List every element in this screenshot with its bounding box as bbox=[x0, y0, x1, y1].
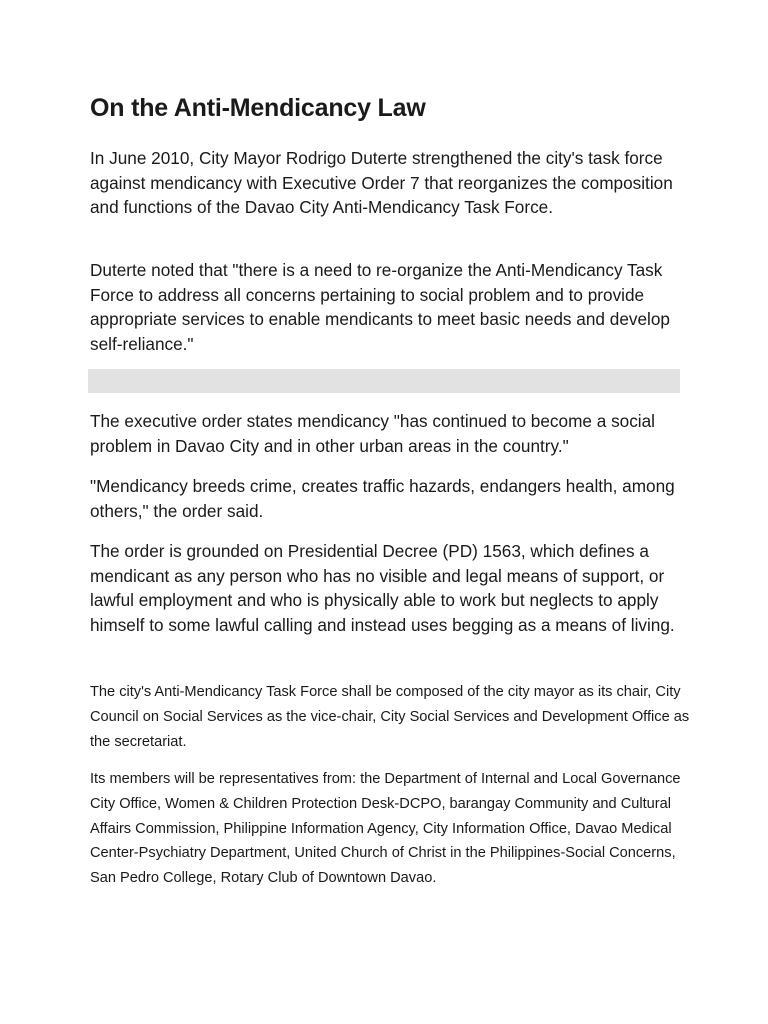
paragraph-crime-quote: "Mendicancy breeds crime, creates traffic hazards, endangers health, among others," the order said. bbox=[90, 476, 675, 521]
paragraph-pd-1563: The order is grounded on Presidential Decree (PD) 1563, which defines a mendicant as any person who has no visible and legal means of support, or lawful employment and who is physically able to work but neglects to apply himself to some lawful calling and instead uses begging as a means of living. bbox=[90, 541, 675, 635]
paragraph-task-force-composition: The city's Anti-Mendicancy Task Force shall be composed of the city mayor as its chair, City Council on Social Services as the vice-chair, City Social Services and Development Office as the secretariat. bbox=[90, 684, 690, 750]
page-title: On the Anti-Mendicancy Law bbox=[90, 94, 426, 122]
paragraph-duterte-quote: Duterte noted that "there is a need to re-organize the Anti-Mendicancy Task Force to address all concerns pertaining to social problem and to provide appropriate services to enable mendicants to meet basic needs and develop self-reliance." bbox=[90, 260, 670, 354]
divider-bar bbox=[88, 369, 680, 393]
paragraph-executive-order: In June 2010, City Mayor Rodrigo Duterte strengthened the city's task force against mendicancy with Executive Order 7 that reorganizes the composition and functions of the Davao City Anti-Mendicancy Task Force. bbox=[90, 148, 673, 217]
paragraph-members-list: Its members will be representatives from: the Department of Internal and Local Governance City Office, Women & Children Protection Desk-DCPO, barangay Community and Cultural Affairs Commission, Philippine Information Agency, City Information Office, Davao Medical Center-Psychiatry Department, United Church of Christ in the Philippines-Social Concerns, San Pedro College, Rotary Club of Downtown Davao. bbox=[90, 771, 681, 887]
paragraph-social-problem: The executive order states mendicancy "has continued to become a social problem in Davao City and in other urban areas in the country." bbox=[90, 411, 656, 456]
